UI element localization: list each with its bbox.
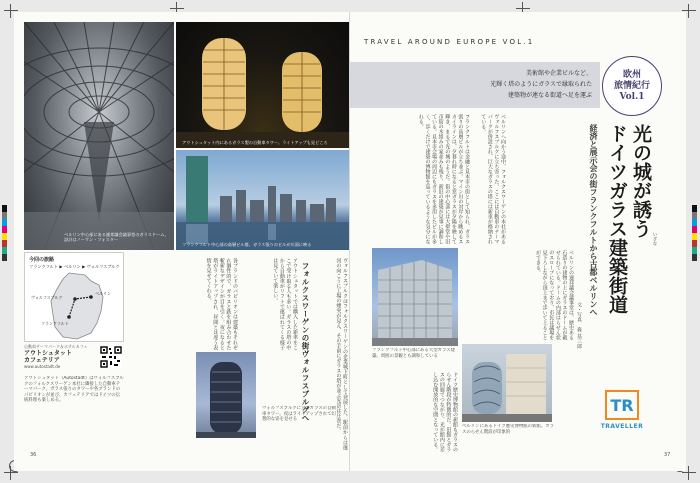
body-text-right-lower1: ベルリンの連邦議会議事堂は、歴史ある石造りの建物の上にガラスのドームが載せられている。ドームの内部はらせん状のスロープになっており、市民は議場を見下ろしながら頂上まで歩いて上ることができる。 <box>535 250 574 340</box>
caption-dome: ベルリン中心部にある連邦議会議事堂のガラスドーム。設計はノーマン・フォスター <box>64 232 169 243</box>
dome-graphic <box>24 22 174 250</box>
title-line-1: 光の城が誘う <box>630 124 652 238</box>
author-credit: 文・写真 森 基三郎 <box>576 302 582 349</box>
body-text-left-col3: 各ブランドのパビリオンは建築もそれぞれ個性的で、ガラスと鉄を組み合わせた斬新なデザインが目を引く。夜になると塔がライトアップされ、昼間とは違う表情を見せてくれる。 <box>205 258 238 350</box>
route-arrow: ▶ <box>59 264 63 269</box>
title-ruby: いざな <box>652 232 657 246</box>
subtitle: 経済と展示会の街フランクフルトから古都ベルリンへ <box>589 124 598 316</box>
route-map <box>24 252 124 342</box>
map-title: 今回の旅路 <box>29 257 55 263</box>
photo-frankfurt-skyline <box>176 150 350 250</box>
map-route <box>29 264 120 270</box>
body-text-right-upper: フランクフルトは金融と見本市の街として知られ、ガラス張りの高層ビルが立ち並ぶ。マイン川の対岸から眺めるスカイラインは、夕暮れ時になると窓ガラスが夕陽を映して輝き、まるで光の城のようだ。街の中心部には大聖堂や旧市街の木組みの家並みも残り、新旧の建築が見事に調和している。見本市会場の周辺にもガラスを多用したビルが多く、歩くだけで建築の博物館を巡っているような気分になれる。 <box>417 114 470 244</box>
color-bar-left <box>2 205 7 261</box>
body-text-right-lower2: ドイツ歴史博物館の新館もガラスのらせん階段が特徴的だ。旧館とガラスの回廊でつながり、光が館内に差し込む開放的な空間となっている。 <box>432 372 458 452</box>
caption-tower-wolfsburg: ヴォルフスブルクに立つガラスの自動車タワー。夜はライトアップされて幻想的な姿を見せる <box>262 406 336 423</box>
route-stop-frankfurt: フランクフルト <box>29 264 59 269</box>
germany-map-graphic <box>47 271 107 341</box>
body-text-left-col1: ヴォルフスブルクはフォルクスワーゲンの企業城下町として発展した。駅前からは運河の向こうに工場の煙突が見え、その手前にガラスの塔が並ぶ光景は圧巻だ。 <box>335 258 348 450</box>
photo-reichstag-dome <box>24 22 174 250</box>
logo-mark: TR <box>605 390 639 420</box>
badge-line-2: 旅情紀行 <box>613 80 650 91</box>
left-page <box>14 12 350 471</box>
towers-graphic <box>176 22 350 148</box>
badge-line-3: Vol.1 <box>619 91 645 102</box>
info-description: アウトシュタット（Autostadt）はヴォルフスブルクのフォルクスワーゲン本社に隣接した自動車テーマパーク。ガラス張りのタワーや各ブランドのパビリオンが並び、カフェテリアではドイツの伝統料理も楽しめる。 <box>24 376 124 404</box>
lead-line-3: 建築物が連なる街道へ足を運ぶ <box>507 92 592 99</box>
skyline-graphic <box>176 150 350 250</box>
page-number-right: 37 <box>664 452 671 458</box>
color-bar-right <box>692 205 697 261</box>
museum-graphic <box>462 344 552 422</box>
route-stop-wolfsburg: ヴォルフスブルク <box>86 264 120 269</box>
info-url: www.autostadt.de <box>24 364 61 369</box>
lead-line-2: 光輝く塔のようにガラスで縁取られた <box>490 81 592 88</box>
caption-building: フランクフルト中心部にある大型ガラス建築。周囲の景観とも調和している <box>372 348 456 359</box>
route-arrow: ▶ <box>82 264 86 269</box>
info-name-line2: カフェテリア <box>24 357 60 364</box>
map-label-berlin: ベルリン <box>95 291 111 296</box>
title-line-2: ドイツガラス建築街道 <box>606 124 628 314</box>
lead-band <box>350 62 600 108</box>
photo-history-museum <box>462 344 552 422</box>
caption-skyline: フランクフルト中心部の高層ビル群。ガラス張りのビルが川面に映る <box>182 242 312 247</box>
route-stop-berlin: ベルリン <box>63 264 81 269</box>
right-page <box>350 12 686 471</box>
body-text-right-col3: ベルリンへ向かう途中、フォルクスワーゲンの本社があるヴォルフスブルクに立ち寄った。ここには自動車のテーマパークが併設され、巨大なガラスの塔には新車が格納されている。 <box>480 114 506 244</box>
photo-glass-car-towers <box>176 22 350 148</box>
info-box <box>24 344 124 374</box>
building-graphic <box>372 248 458 346</box>
logo-wordmark: TRAVELLER <box>600 423 644 430</box>
section-heading: フォルクスワーゲンの街ヴォルフスブルグへ <box>301 262 310 422</box>
photo-glass-building <box>372 248 458 346</box>
map-label-wolfsburg: ヴォルフスブルク <box>31 295 63 300</box>
body-text-left-col2: アウトシュタットでは購入した新車をここで受け取る人も多い。ガラスの塔の中から自動車がリフトで運ばれてくる様子は見ていて楽しい。 <box>272 258 298 350</box>
photo-tower-wolfsburg <box>196 352 256 438</box>
map-label-frankfurt: フランクフルト <box>41 321 69 326</box>
caption-museum: ベルリンにあるドイツ歴史博物館の新館。ガラスのらせん階段が印象的 <box>462 424 554 435</box>
series-header: TRAVEL AROUND EUROPE VOL.1 <box>364 38 535 46</box>
series-badge <box>602 56 662 116</box>
info-name-line1: アウトシュタット <box>24 350 72 357</box>
page-number-left: 36 <box>30 452 37 458</box>
badge-line-1: 欧州 <box>622 69 641 80</box>
lead-line-1: 美術館や企業ビルなど、 <box>525 70 592 77</box>
tower-small-graphic <box>196 352 256 438</box>
traveller-logo <box>594 390 650 442</box>
info-category: 自動車テーマパーク＆ホテルカフェ <box>24 344 88 349</box>
qr-code-icon <box>100 346 122 368</box>
lead-text <box>490 68 592 101</box>
caption-towers: アウトシュタット内にあるガラス製の自動車タワー。ライトアップも見どころ <box>182 140 328 145</box>
